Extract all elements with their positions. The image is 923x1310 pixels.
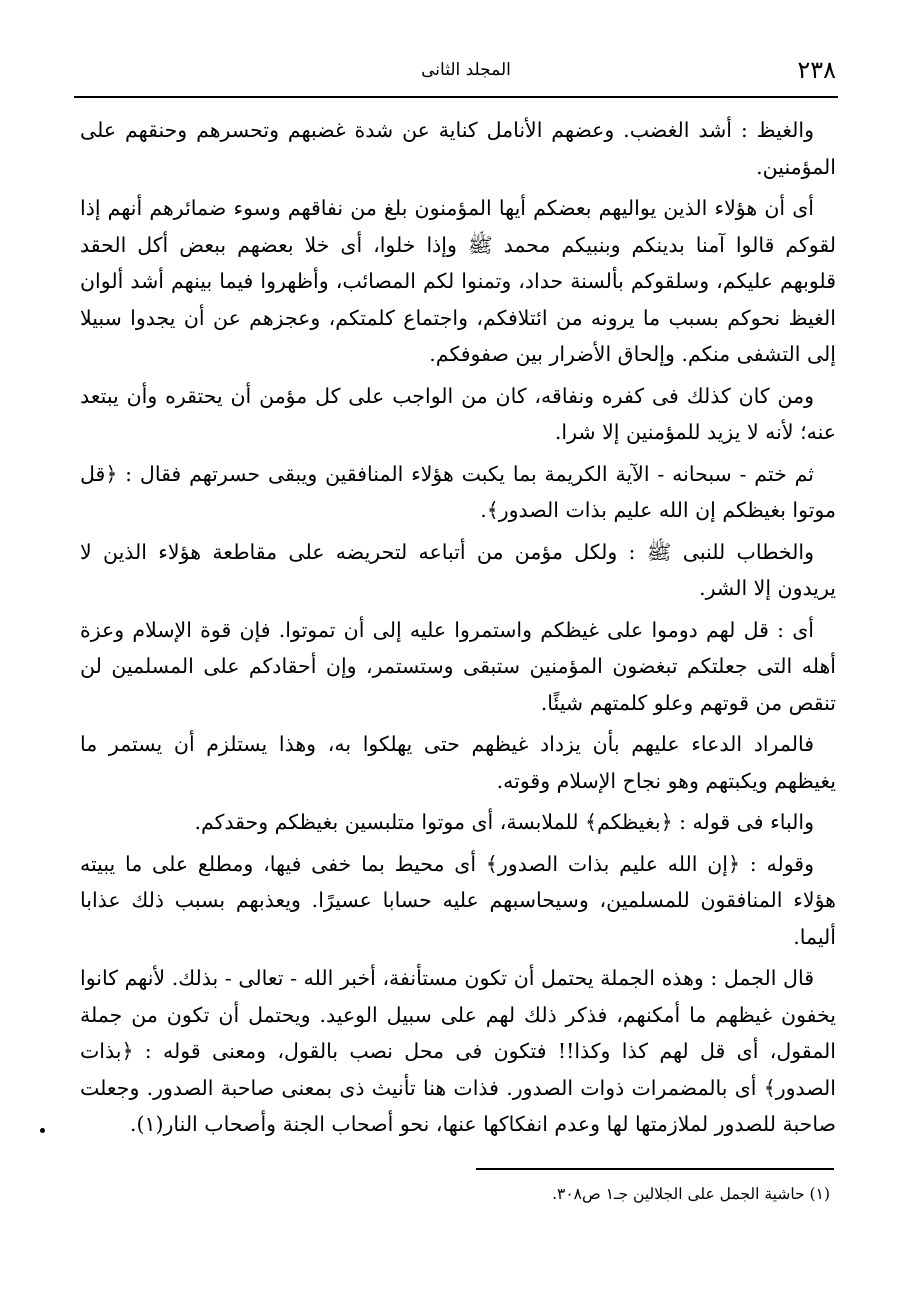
header-rule bbox=[74, 96, 838, 98]
paragraph-1: والغيظ : أشد الغضب. وعضهم الأنامل كناية عن شدة غضبهم وتحسرهم وحنقهم على المؤمنين. bbox=[80, 118, 836, 179]
stray-ink-dot bbox=[40, 1128, 45, 1133]
paragraph-8: والباء فى قوله : ﴿بغيظكم﴾ للملابسة، أى موتوا متلبسين بغيظكم وحقدكم. bbox=[194, 810, 814, 834]
footnote-rule bbox=[476, 1168, 834, 1170]
paragraph-7: فالمراد الدعاء عليهم بأن يزداد غيظهم حتى يهلكوا به، وهذا يستلزم أن يستمر ما يغيظهم ويكبتهم وهو نجاح الإسلام وقوته. bbox=[80, 732, 836, 793]
page-header bbox=[76, 52, 836, 92]
footnote: (١) حاشية الجمل على الجلالين جـ١ ص٣٠٨. bbox=[552, 1185, 830, 1203]
body-text bbox=[80, 112, 836, 1148]
paragraph-5: والخطاب للنبى ﷺ : ولكل مؤمن من أتباعه لتحريضه على مقاطعة هؤلاء الذين لا يريدون إلا الشر. bbox=[80, 539, 836, 600]
paragraph-10: قال الجمل : وهذه الجملة يحتمل أن تكون مستأنفة، أخبر الله - تعالى - بذلك. لأنهم كانوا يخفون غيظهم ما أمكنهم، فذكر ذلك لهم على سبيل الوعيد. ويحتمل أن تكون من جملة المقول، أى قل لهم كذا وكذا!! فتكون فى محل نصب بالقول، ومعنى قوله : ﴿بذات الصدور﴾ أى بالمضمرات ذوات الصدور. فذات هنا تأنيث ذى بمعنى صاحبة الصدور. وجعلت صاحبة للصدور لملازمتها لها وعدم انفكاكها عنها، نحو أصحاب الجنة وأصحاب النار(١). bbox=[80, 966, 836, 1136]
paragraph-3: ومن كان كذلك فى كفره ونفاقه، كان من الواجب على كل مؤمن أن يحتقره وأن يبتعد عنه؛ لأنه لا يزيد للمؤمنين إلا شرا. bbox=[80, 383, 836, 444]
volume-title: المجلد الثانى bbox=[421, 60, 511, 80]
paragraph-4: ثم ختم - سبحانه - الآية الكريمة بما يكبت هؤلاء المنافقين ويبقى حسرتهم فقال : ﴿قل موتوا بغيظكم إن الله عليم بذات الصدور﴾. bbox=[80, 461, 836, 522]
page-number: ٢٣٨ bbox=[797, 56, 836, 84]
paragraph-6: أى : قل لهم دوموا على غيظكم واستمروا عليه إلى أن تموتوا. فإن قوة الإسلام وعزة أهله التى جعلتكم تبغضون المؤمنين ستبقى وستستمر، وإن أحقادكم على المسلمين لن تنقص من قوتهم وعلو كلمتهم شيئًا. bbox=[80, 617, 836, 715]
paragraph-9: وقوله : ﴿إن الله عليم بذات الصدور﴾ أى محيط بما خفى فيها، ومطلع على ما يبيته هؤلاء المنافقون للمسلمين، وسيحاسبهم عليه حسابا عسيرًا. ويعذبهم بسبب ذلك عذابا أليما. bbox=[80, 851, 836, 949]
paragraph-2: أى أن هؤلاء الذين يواليهم بعضكم أيها المؤمنون بلغ من نفاقهم وسوء ضمائرهم أنهم إذا لقوكم قالوا آمنا بدينكم وبنبيكم محمد ﷺ وإذا خلوا، أى خلا بعضهم ببعض أكل الحقد قلوبهم عليكم، وسلقوكم بألسنة حداد، وتمنوا لكم المصائب، وأظهروا فيما بينهم أشد ألوان الغيظ نحوكم بسبب ما يرونه من ائتلافكم، واجتماع كلمتكم، وعجزهم عن أن يجدوا سبيلا إلى التشفى منكم. وإلحاق الأضرار بين صفوفكم. bbox=[80, 196, 836, 366]
